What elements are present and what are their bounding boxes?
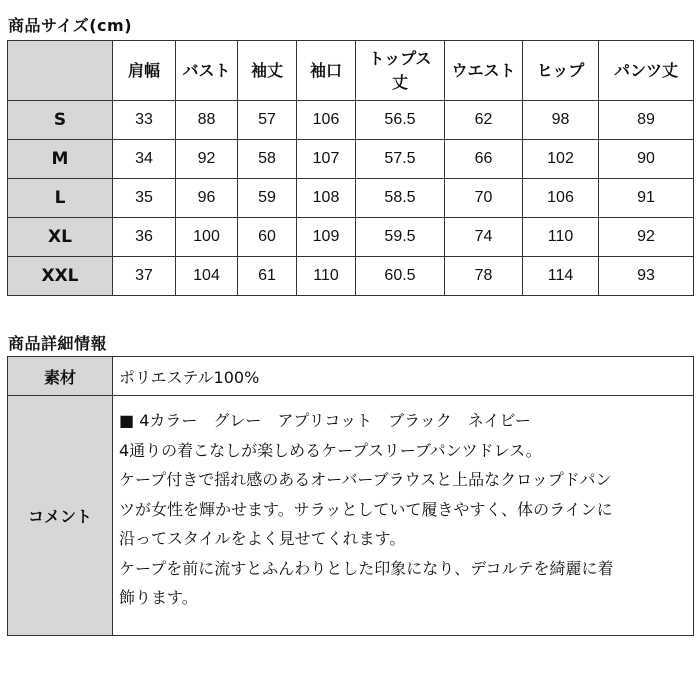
table-cell: 107 bbox=[297, 140, 356, 179]
comment-line: ■ 4カラー グレー アプリコット ブラック ネイビー bbox=[119, 411, 531, 430]
table-cell: 110 bbox=[523, 218, 599, 257]
table-cell: 74 bbox=[445, 218, 523, 257]
table-row bbox=[8, 218, 694, 257]
column-header: 肩幅 bbox=[113, 41, 176, 101]
table-cell: 57 bbox=[238, 101, 297, 140]
table-cell: 88 bbox=[176, 101, 238, 140]
table-cell: 58 bbox=[238, 140, 297, 179]
table-cell: 56.5 bbox=[356, 101, 445, 140]
table-cell: 66 bbox=[445, 140, 523, 179]
table-cell: 59 bbox=[238, 179, 297, 218]
table-cell: 60.5 bbox=[356, 257, 445, 296]
table-cell: 104 bbox=[176, 257, 238, 296]
table-cell: 92 bbox=[599, 218, 694, 257]
detail-table bbox=[7, 356, 694, 636]
table-cell: 34 bbox=[113, 140, 176, 179]
table-cell: 90 bbox=[599, 140, 694, 179]
comment-label: コメント bbox=[8, 396, 113, 636]
table-cell: 58.5 bbox=[356, 179, 445, 218]
material-value: ポリエステル100% bbox=[113, 357, 694, 396]
table-row bbox=[8, 101, 694, 140]
table-cell: 61 bbox=[238, 257, 297, 296]
table-row bbox=[8, 140, 694, 179]
table-cell: 78 bbox=[445, 257, 523, 296]
table-cell: 106 bbox=[297, 101, 356, 140]
comment-line: 4通りの着こなしが楽しめるケープスリーブパンツドレス。 bbox=[119, 440, 542, 460]
table-cell: 100 bbox=[176, 218, 238, 257]
size-table-header-row bbox=[8, 41, 694, 101]
table-cell: 59.5 bbox=[356, 218, 445, 257]
table-cell: 57.5 bbox=[356, 140, 445, 179]
size-table bbox=[7, 40, 694, 296]
table-cell: 62 bbox=[445, 101, 523, 140]
material-row bbox=[8, 357, 694, 396]
comment-line: ツが女性を輝かせます。サラッとしていて履きやすく、体のラインに bbox=[119, 499, 613, 519]
table-cell: 36 bbox=[113, 218, 176, 257]
table-cell: 109 bbox=[297, 218, 356, 257]
column-header: ヒップ bbox=[523, 41, 599, 101]
size-label: XL bbox=[8, 218, 113, 257]
column-header: バスト bbox=[176, 41, 238, 101]
table-cell: 33 bbox=[113, 101, 176, 140]
comment-row bbox=[8, 396, 694, 636]
table-cell: 102 bbox=[523, 140, 599, 179]
table-cell: 98 bbox=[523, 101, 599, 140]
comment-line: ケープ付きで揺れ感のあるオーバーブラウスと上品なクロップドパン bbox=[119, 470, 612, 489]
table-cell: 89 bbox=[599, 101, 694, 140]
table-cell: 108 bbox=[297, 179, 356, 218]
detail-section-title: 商品詳細情報 bbox=[8, 334, 108, 353]
table-cell: 70 bbox=[445, 179, 523, 218]
table-cell: 91 bbox=[599, 179, 694, 218]
size-table-corner bbox=[8, 41, 113, 101]
comment-line: 飾ります。 bbox=[119, 588, 198, 607]
table-cell: 110 bbox=[297, 257, 356, 296]
column-header: トップス 丈 bbox=[356, 41, 445, 101]
table-cell: 37 bbox=[113, 257, 176, 296]
column-header: ウエスト bbox=[445, 41, 523, 101]
table-cell: 114 bbox=[523, 257, 599, 296]
column-header: 袖口 bbox=[297, 41, 356, 101]
table-cell: 96 bbox=[176, 179, 238, 218]
size-label: L bbox=[8, 179, 113, 218]
table-cell: 92 bbox=[176, 140, 238, 179]
size-section-title: 商品サイズ(cm) bbox=[8, 16, 133, 35]
material-label: 素材 bbox=[8, 357, 113, 396]
table-cell: 60 bbox=[238, 218, 297, 257]
table-row bbox=[8, 257, 694, 296]
size-label: S bbox=[8, 101, 113, 140]
column-header: 袖丈 bbox=[238, 41, 297, 101]
comment-body bbox=[113, 396, 694, 636]
column-header: パンツ丈 bbox=[599, 41, 694, 101]
size-label: M bbox=[8, 140, 113, 179]
table-row bbox=[8, 179, 694, 218]
table-cell: 106 bbox=[523, 179, 599, 218]
comment-line: ケープを前に流すとふんわりとした印象になり、デコルテを綺麗に着 bbox=[119, 558, 614, 578]
comment-line: 沿ってスタイルをよく見せてくれます。 bbox=[119, 529, 406, 548]
table-cell: 93 bbox=[599, 257, 694, 296]
table-cell: 35 bbox=[113, 179, 176, 218]
size-label: XXL bbox=[8, 257, 113, 296]
